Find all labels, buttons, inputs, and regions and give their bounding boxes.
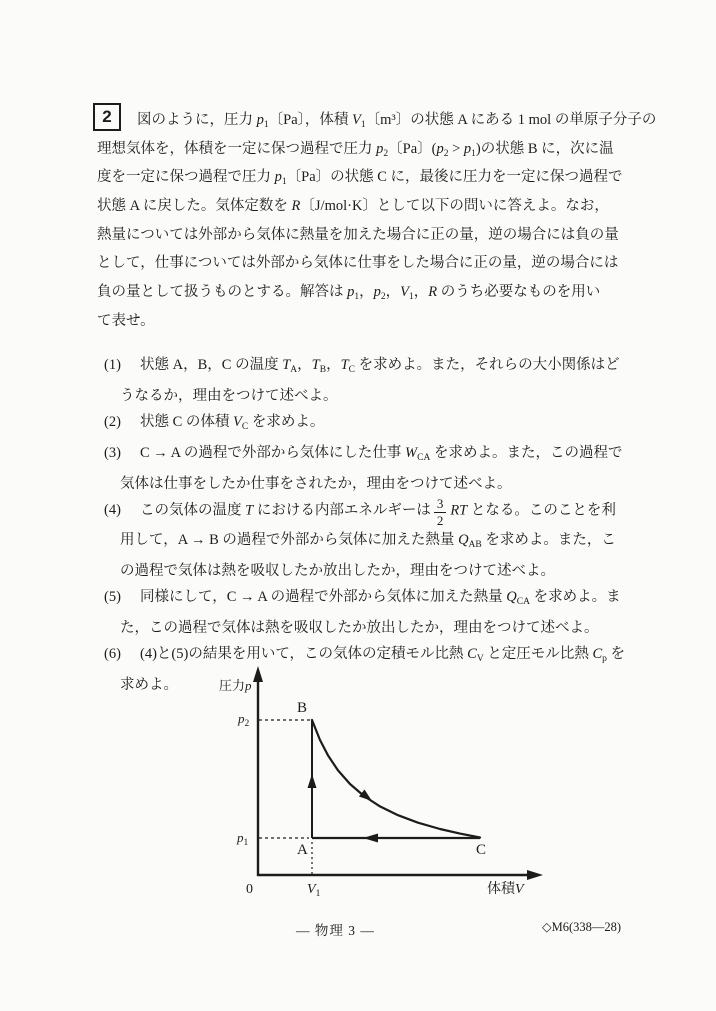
p1-tick-label: $p_1$: [237, 830, 249, 848]
question-label-3: (3): [104, 445, 121, 461]
point-label-a: A: [297, 842, 308, 858]
statement-line-3: 度を一定に保つ過程で圧力 $p_1$〔Pa〕の状態 C に，最後に圧力を一定に保つ過程で: [97, 169, 623, 188]
footer-page-label: — 物理 3 —: [296, 923, 375, 938]
question-list: [104, 352, 664, 698]
statement-line-6: として，仕事については外部から気体に仕事をした場合に正の量，逆の場合には: [97, 255, 619, 272]
question-item-4: [104, 497, 664, 584]
isotherm-curve-bc: [312, 720, 480, 838]
question-4-line-1: この気体の温度 T における内部エネルギーは $\frac{3}{2}$ RT となる。このことを利: [140, 496, 616, 528]
statement-line-1: 図のように，圧力 $p_1$〔Pa〕，体積 $V_1$〔m³〕の状態 A にある 1 mol の単原子分子の: [137, 112, 657, 130]
question-4-line-2: 用して，A → B の過程で外部から気体に加えた熱量 $Q_{AB}$ を求めよ。また，こ: [120, 532, 616, 550]
question-item-1: [104, 352, 664, 409]
question-label-1: (1): [104, 357, 121, 373]
statement-line-2: 理想気体を，体積を一定に保つ過程で圧力 $p_2$〔Pa〕$(p_2 > p_1)$の状態 B に，次に温: [97, 140, 614, 159]
footer-doc-code: ◇M6(338—28): [542, 920, 622, 934]
arrow-up-ab-icon: [308, 774, 317, 788]
question-item-3: [104, 440, 664, 497]
question-label-2: (2): [104, 414, 121, 430]
question-5-line-2: た，この過程で気体は熱を吸収したか放出したか，理由をつけて述べよ。: [120, 620, 599, 636]
question-item-5: [104, 584, 664, 641]
question-1-line-2: うなるか，理由をつけて述べよ。: [120, 388, 338, 404]
statement-line-7: 負の量として扱うものとする。解答は $p_1$，$p_2$，$V_1$，R のうち必要なものを用い: [97, 284, 601, 303]
arrow-curve-bc-icon: [359, 790, 372, 802]
v1-tick-label: $V_1$: [307, 882, 321, 899]
statement-line-4: 状態 A に戻した。気体定数を R〔J/mol·K〕として以下の問いに答えよ。なお，: [97, 198, 609, 215]
question-6-line-1: (4)と(5)の結果を用いて，この気体の定積モル比熱 $C_V$ と定圧モル比熱 $C_p$ を: [140, 646, 625, 664]
y-axis-arrowhead-icon: [253, 666, 263, 682]
statement-line-5: 熱量については外部から気体に熱量を加えた場合に正の量，逆の場合には負の量: [97, 226, 619, 243]
x-axis-title: 体積V: [487, 882, 524, 897]
question-6-line-2: 求めよ。: [120, 677, 178, 693]
y-axis-title: 圧力p: [219, 678, 252, 693]
p2-tick-label: $p_2$: [238, 711, 250, 729]
point-label-c: C: [476, 842, 487, 858]
question-label-5: (5): [104, 589, 121, 605]
question-label-4: (4): [104, 502, 121, 518]
question-label-6: (6): [104, 646, 121, 662]
arrow-left-ca-icon: [363, 834, 378, 843]
question-item-2: [104, 409, 664, 440]
question-5-line-1: 同様にして，C → A の過程で外部から気体に加えた熱量 $Q_{CA}$ を求めよ。ま: [140, 589, 621, 607]
origin-label: 0: [246, 882, 253, 897]
problem-number: 2: [102, 107, 112, 126]
problem-statement: [97, 106, 657, 336]
pv-diagram: [225, 662, 555, 907]
statement-line-8: て表せ。: [97, 312, 155, 329]
question-2-line-1: 状態 C の体積 $V_C$ を求めよ。: [140, 414, 325, 432]
question-3-line-1: C → A の過程で外部から気体にした仕事 $W_{CA}$ を求めよ。また，この過程で: [140, 445, 623, 463]
fraction: $\frac{3}{2}$: [434, 497, 447, 527]
point-label-b: B: [297, 700, 308, 716]
question-4-line-3: の過程で気体は熱を吸収したか放出したか，理由をつけて述べよ。: [120, 563, 555, 579]
question-3-line-2: 気体は仕事をしたか仕事をされたか，理由をつけて述べよ。: [120, 476, 512, 492]
x-axis-arrowhead-icon: [527, 870, 543, 880]
question-1-line-1: 状態 A，B，C の温度 $T_A$，$T_B$，$T_C$ を求めよ。また，それらの大小関係はど: [140, 357, 620, 375]
